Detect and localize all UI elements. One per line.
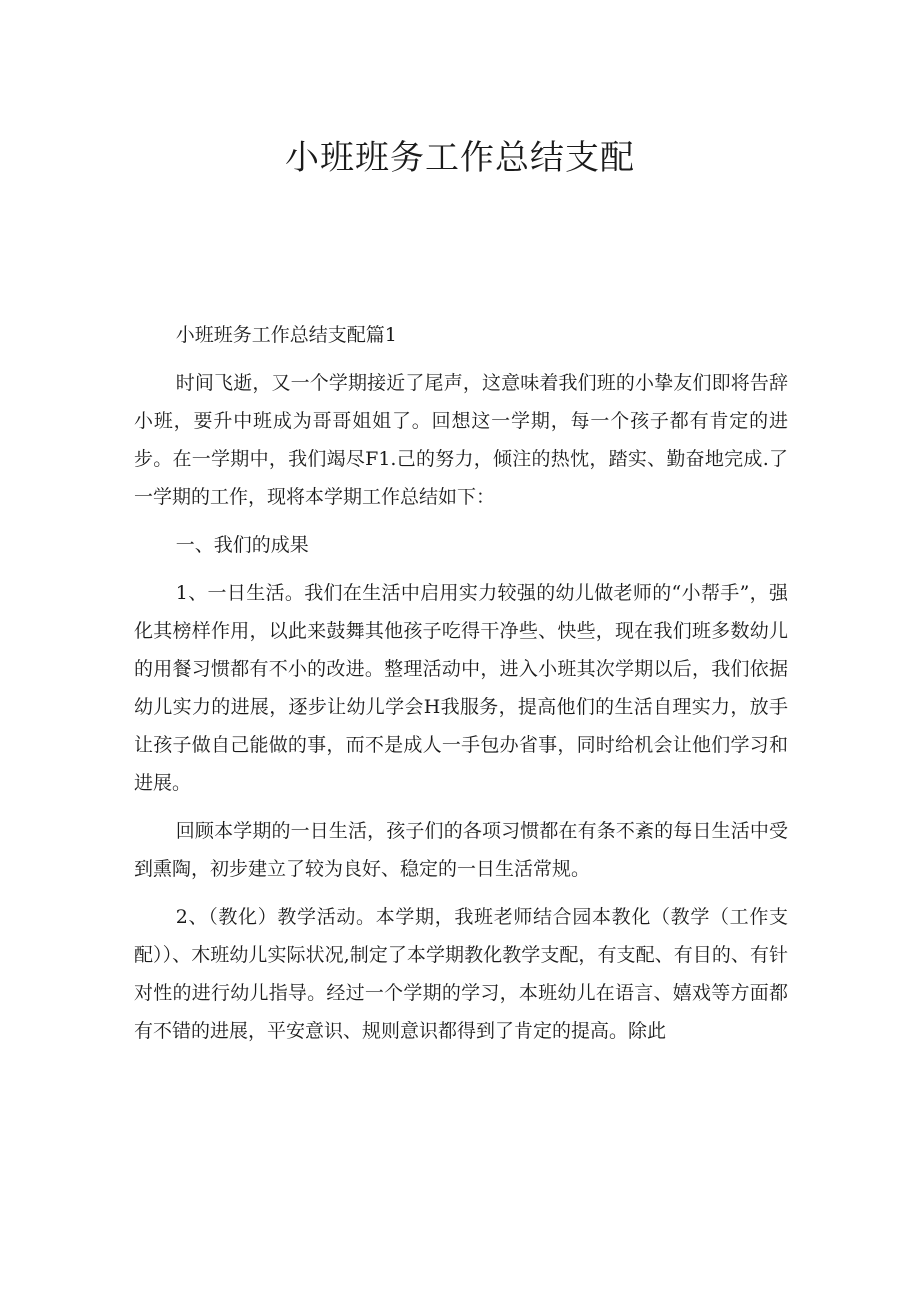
- paragraph: 回顾本学期的一日生活，孩子们的各项习惯都在有条不紊的每日生活中受到熏陶，初步建立了较为良好、稳定的一日生活常规。: [134, 820, 788, 880]
- document-title: 小班班务工作总结支配: [285, 138, 635, 178]
- paragraph: 时间飞逝，又一个学期接近了尾声，这意味着我们班的小挚友们即将告辞小班，要升中班成为哥哥姐姐了。回想这一学期，每一个孩子都有肯定的进步。在一学期中，我们竭尽F1.己的努力，倾注的热忱，踏实、勤奋地完成.了一学期的工作，现将本学期工作总结如下：: [134, 372, 788, 508]
- paragraph: 2、（教化）教学活动。本学期，我班老师结合园本教化（教学（工作支配））、木班幼儿实际状况,制定了本学期教化教学支配，有支配、有目的、有针对性的进行幼儿指导。经过一个学期的学习，本班幼儿在语言、嬉戏等方面都有不错的进展，平安意识、规则意识都得到了肯定的提高。除此: [134, 906, 788, 1042]
- paragraph: 1、一日生活。我们在生活中启用实力较强的幼儿做老师的“小帮手”，强化其榜样作用，以此来鼓舞其他孩子吃得干净些、快些，现在我们班多数幼儿的用餐习惯都有不小的改进。整理活动中，进入小班其次学期以后，我们依据幼儿实力的进展，逐步让幼儿学会H我服务，提高他们的生活自理实力，放手让孩子做自己能做的事，而不是成人一手包办省事，同时给机会让他们学习和进展。: [134, 582, 788, 794]
- section-heading: 小班班务工作总结支配篇1: [175, 324, 397, 346]
- document-body: [134, 316, 788, 1060]
- section-heading: 一、我们的成果: [175, 534, 309, 556]
